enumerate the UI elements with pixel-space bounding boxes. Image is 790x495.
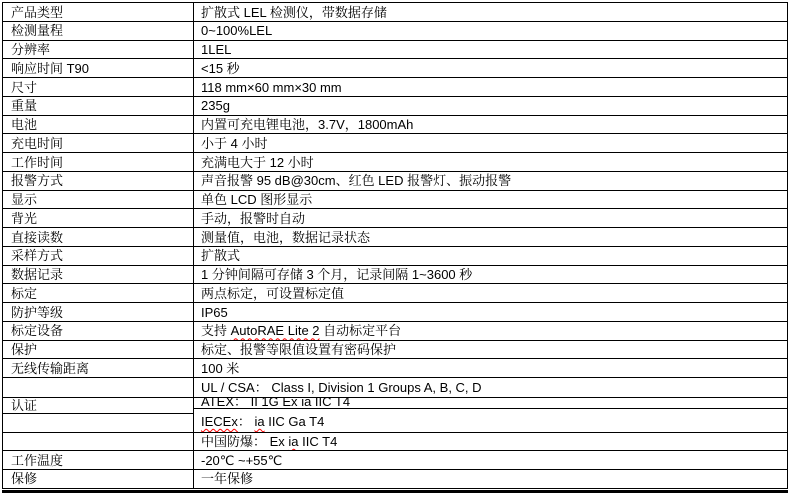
- certification-item: UL / CSA： Class I, Division 1 Groups A, B, C, D: [194, 378, 787, 398]
- certification-item-text: ATEX： II 1G Ex ia IIC T4: [201, 398, 351, 409]
- spec-label: 标定: [3, 284, 194, 302]
- spec-value: 1LEL: [201, 42, 232, 57]
- spec-label: 采样方式: [3, 247, 194, 265]
- spec-label: 显示: [3, 191, 194, 209]
- spec-row: [3, 3, 787, 22]
- certification-label-column: [3, 378, 194, 450]
- spec-row: [3, 134, 787, 153]
- spec-label: 尺寸: [3, 78, 194, 96]
- spec-label: 工作温度: [3, 451, 194, 469]
- certification-block: [3, 378, 787, 451]
- spec-value: <15 秒: [201, 60, 240, 76]
- spec-label: 电池: [3, 116, 194, 134]
- spec-row: [3, 78, 787, 97]
- spec-row: [3, 209, 787, 228]
- spec-label: 保修: [3, 470, 194, 488]
- spec-value: 小于 4 小时: [201, 135, 268, 151]
- spec-row: [3, 359, 787, 378]
- spec-value: 测量值，电池，数据记录状态: [201, 229, 371, 245]
- spec-row: [3, 247, 787, 266]
- spec-label: 检测量程: [3, 22, 194, 40]
- spec-label: 产品类型: [3, 3, 194, 21]
- empty-cell: [3, 378, 193, 398]
- spec-label: 数据记录: [3, 266, 194, 284]
- spec-label: 直接读数: [3, 228, 194, 246]
- spec-value: 内置可充电锂电池，3.7V，1800mAh: [201, 117, 414, 132]
- spec-value: -20℃ ~+55℃: [201, 452, 283, 468]
- certification-item: 中国防爆： Ex ia IIC T4: [201, 434, 338, 449]
- spec-value: 0~100%LEL: [201, 23, 273, 39]
- certification-item: [194, 398, 787, 409]
- spec-row: [3, 191, 787, 210]
- spec-row: [3, 266, 787, 285]
- spec-value: 118 mm×60 mm×30 mm: [201, 79, 342, 95]
- certification-item: IECEx： ia IIC Ga T4: [194, 409, 787, 433]
- spec-row: [3, 153, 787, 172]
- certification-label: 认证: [3, 398, 193, 414]
- empty-cell: [3, 414, 193, 433]
- spec-value: 扩散式 LEL 检测仪，带数据存储: [201, 4, 387, 20]
- spec-value: 扩散式: [201, 248, 241, 264]
- certification-items-column: [194, 378, 787, 450]
- spec-row: [3, 228, 787, 247]
- spec-row: [3, 470, 787, 488]
- spec-row: [3, 97, 787, 116]
- spec-value: 充满电大于 12 小时: [201, 154, 314, 170]
- spec-value: 1 分钟间隔可存储 3 个月，记录间隔 1~3600 秒: [201, 267, 473, 282]
- spec-row: [3, 59, 787, 78]
- spec-label: 分辨率: [3, 41, 194, 59]
- spec-label: 充电时间: [3, 134, 194, 152]
- spec-row: [3, 284, 787, 303]
- spec-row: [3, 322, 787, 341]
- spec-label: 背光: [3, 209, 194, 227]
- spec-value: 声音报警 95 dB@30cm、红色 LED 报警灯、振动报警: [201, 173, 512, 189]
- spec-value: 手动，报警时自动: [201, 210, 306, 226]
- spec-label: 防护等级: [3, 303, 194, 321]
- spec-label: 保护: [3, 341, 194, 359]
- spec-value: 两点标定，可设置标定值: [201, 285, 345, 301]
- spec-value: 235g: [201, 98, 230, 114]
- spec-value: 标定、报警等限值设置有密码保护: [201, 342, 397, 357]
- spec-value: 单色 LCD 图形显示: [201, 192, 313, 207]
- spec-value: IP65: [201, 304, 228, 320]
- spec-row: [3, 303, 787, 322]
- spec-value: 一年保修: [201, 471, 254, 487]
- spec-row: [3, 451, 787, 470]
- spec-label: 报警方式: [3, 172, 194, 190]
- spec-row: [3, 22, 787, 41]
- spec-row: [3, 41, 787, 60]
- spec-row: [3, 172, 787, 191]
- spec-label: 工作时间: [3, 153, 194, 171]
- spec-label: 标定设备: [3, 322, 194, 340]
- spec-label: 无线传输距离: [3, 359, 194, 377]
- spec-value: 支持 AutoRAE Lite 2 自动标定平台: [201, 323, 402, 339]
- spec-row: [3, 341, 787, 360]
- spec-label: 响应时间 T90: [3, 59, 194, 77]
- table-bottom-border: [2, 490, 788, 493]
- spec-label: 重量: [3, 97, 194, 115]
- spec-table: [2, 2, 788, 489]
- spec-row: [3, 116, 787, 135]
- spec-value: 100 米: [201, 360, 240, 376]
- empty-cell: [3, 433, 193, 450]
